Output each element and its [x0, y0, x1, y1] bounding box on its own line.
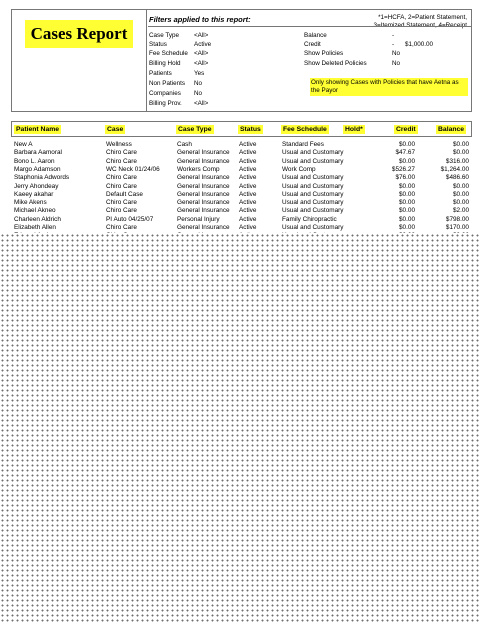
table-header: [11, 121, 472, 137]
cell-balance: $1,264.00: [440, 165, 469, 173]
cell-fee-schedule: Standard Fees: [282, 141, 324, 148]
table-row[interactable]: [11, 166, 472, 174]
filter-label: Case Type: [149, 32, 179, 39]
cell-case: Chiro Care: [106, 174, 137, 182]
cell-case: WC Neck 01/24/06: [106, 165, 160, 173]
cell-balance: $170.00: [445, 224, 469, 231]
cell-balance: $0.00: [453, 190, 469, 198]
filter-label: Credit: [304, 41, 321, 48]
column-credit: Credit: [396, 126, 416, 133]
cell-case: Chiro Care: [106, 199, 137, 207]
cell-credit: $0.00: [399, 190, 415, 198]
cell-balance: $0.00: [453, 141, 469, 148]
column-case: Case: [107, 126, 124, 133]
cell-patient: Margo Adamson: [14, 165, 61, 173]
hold-legend-line-1: *1=HCFA, 2=Patient Statement,: [378, 14, 467, 21]
report-header: [11, 9, 472, 112]
filter-value: No: [194, 80, 203, 87]
cases-table: [11, 137, 472, 235]
filter-label: Billing Prov.: [149, 100, 182, 107]
cell-credit: $76.00: [395, 174, 415, 182]
cell-status: Active: [239, 224, 257, 231]
filters-divider: [148, 26, 472, 27]
table-row[interactable]: [11, 224, 472, 232]
cell-case-type: Personal Injury: [177, 215, 220, 223]
table-row[interactable]: [11, 149, 472, 157]
cell-fee-schedule: Family Chiropractic: [282, 215, 337, 223]
cell-patient: Barbara Aamoral: [14, 149, 62, 157]
hold-legend-line-2: 3=Itemized Statement, 4=Receipt: [373, 22, 467, 29]
cell-case-type: General Insurance: [177, 174, 230, 182]
filter-label: Patients: [149, 70, 172, 77]
cell-status: Active: [239, 207, 257, 215]
column-status: Status: [240, 126, 261, 133]
cell-case: Chiro Care: [106, 207, 137, 215]
filter-operator: -: [392, 41, 395, 48]
cell-status: Active: [239, 182, 257, 190]
cell-patient: Staphonia Adwords: [14, 174, 70, 182]
filter-value: No: [392, 50, 401, 57]
cell-status: Active: [239, 149, 257, 157]
filter-value: Yes: [194, 70, 205, 77]
table-row[interactable]: [11, 191, 472, 199]
cell-balance: $2.00: [453, 207, 469, 215]
cell-balance: $486.60: [445, 174, 469, 182]
cell-status: Active: [239, 165, 257, 173]
hold-legend: [317, 14, 467, 30]
cell-patient: Mike Akens: [14, 199, 47, 207]
cell-balance: $798.00: [445, 215, 469, 223]
cell-case-type: General Insurance: [177, 207, 230, 215]
cell-status: Active: [239, 199, 257, 207]
cell-credit: $0.00: [399, 141, 415, 148]
cell-credit: $0.00: [399, 157, 415, 165]
cell-credit: $0.00: [399, 199, 415, 207]
filters-heading: Filters applied to this report:: [149, 15, 251, 24]
cell-status: Active: [239, 190, 257, 198]
table-row[interactable]: [11, 158, 472, 166]
filter-label: Status: [149, 41, 167, 48]
cell-case: Default Case: [106, 190, 143, 198]
cell-patient: Michael Akneo: [14, 207, 56, 215]
filter-label: Non Patients: [149, 80, 186, 87]
cell-fee-schedule: Usual and Customary: [282, 199, 344, 207]
cell-case-type: General Insurance: [177, 190, 230, 198]
cell-fee-schedule: Usual and Customary: [282, 157, 344, 165]
filter-label: Show Deleted Policies: [304, 60, 367, 67]
cell-case: Chiro Care: [106, 149, 137, 157]
cell-case-type: General Insurance: [177, 182, 230, 190]
cell-case-type: General Insurance: [177, 199, 230, 207]
cell-case-type: General Insurance: [177, 157, 230, 165]
cell-credit: $0.00: [399, 215, 415, 223]
cell-case: Wellness: [106, 141, 132, 148]
cell-credit: $0.00: [399, 182, 415, 190]
cell-fee-schedule: Usual and Customary: [282, 149, 344, 157]
cell-patient: Bono L. Aaron: [14, 157, 55, 165]
cell-credit: $0.00: [399, 207, 415, 215]
column-case-type: Case Type: [178, 126, 212, 133]
cell-patient: New A: [14, 141, 33, 148]
table-row[interactable]: [11, 199, 472, 207]
cell-balance: $316.00: [445, 157, 469, 165]
filter-value: Active: [194, 41, 212, 48]
cell-fee-schedule: Work Comp: [282, 165, 316, 173]
cell-patient: Elizabeth Allen: [14, 224, 56, 231]
filter-label: Fee Schedule: [149, 50, 188, 57]
cell-fee-schedule: Usual and Customary: [282, 224, 344, 231]
cell-case: Chiro Care: [106, 182, 137, 190]
filter-operator: -: [392, 32, 395, 39]
cell-case: Chiro Care: [106, 157, 137, 165]
cell-balance: $0.00: [453, 199, 469, 207]
filter-value: <All>: [194, 50, 209, 57]
cell-fee-schedule: Usual and Customary: [282, 190, 344, 198]
cell-status: Active: [239, 141, 257, 148]
filter-label: Balance: [304, 32, 327, 39]
table-row[interactable]: [11, 174, 472, 182]
cell-case: Chiro Care: [106, 224, 137, 231]
table-row[interactable]: [11, 183, 472, 191]
cell-case: PI Auto 04/25/07: [106, 215, 154, 223]
filter-value: <All>: [194, 60, 209, 67]
title-cell: [12, 10, 147, 111]
payor-filter-note: Only showing Cases with Policies that have Aetna as the Payor: [310, 78, 468, 96]
column-balance: Balance: [438, 126, 465, 133]
filter-value: No: [392, 60, 401, 67]
table-row[interactable]: [11, 207, 472, 215]
table-row[interactable]: [11, 216, 472, 224]
column-fee-schedule: Fee Schedule: [283, 126, 327, 133]
filter-label: Billing Hold: [149, 60, 181, 67]
filter-value: No: [194, 90, 203, 97]
cell-patient: Charleen Aldrich: [14, 215, 61, 223]
cell-case-type: General Insurance: [177, 149, 230, 157]
cell-credit: $0.00: [399, 224, 415, 231]
cell-status: Active: [239, 157, 257, 165]
filter-value: <All>: [194, 32, 209, 39]
cell-case-type: Workers Comp: [177, 165, 220, 173]
column-patient-name: Patient Name: [16, 126, 60, 133]
cell-case-type: Cash: [177, 141, 192, 148]
cell-case-type: General Insurance: [177, 224, 230, 231]
filter-label: Companies: [149, 90, 181, 97]
report-title: Cases Report: [25, 20, 133, 48]
filter-value: <All>: [194, 100, 209, 107]
cell-balance: $0.00: [453, 149, 469, 157]
cell-fee-schedule: Usual and Customary: [282, 207, 344, 215]
filter-value: $1,000.00: [405, 41, 434, 48]
cell-fee-schedule: Usual and Customary: [282, 174, 344, 182]
halftone-overlay: [0, 233, 480, 623]
cell-status: Active: [239, 174, 257, 182]
filter-label: Show Policies: [304, 50, 344, 57]
cell-patient: Jerry Ahondeay: [14, 182, 59, 190]
cell-credit: $47.67: [395, 149, 415, 157]
cell-status: Active: [239, 215, 257, 223]
cell-patient: Kaeey akahar: [14, 190, 54, 198]
cell-fee-schedule: Usual and Customary: [282, 182, 344, 190]
table-row[interactable]: [11, 141, 472, 149]
cell-credit: $526.27: [391, 165, 415, 173]
column-hold: Hold*: [345, 126, 363, 133]
cell-balance: $0.00: [453, 182, 469, 190]
